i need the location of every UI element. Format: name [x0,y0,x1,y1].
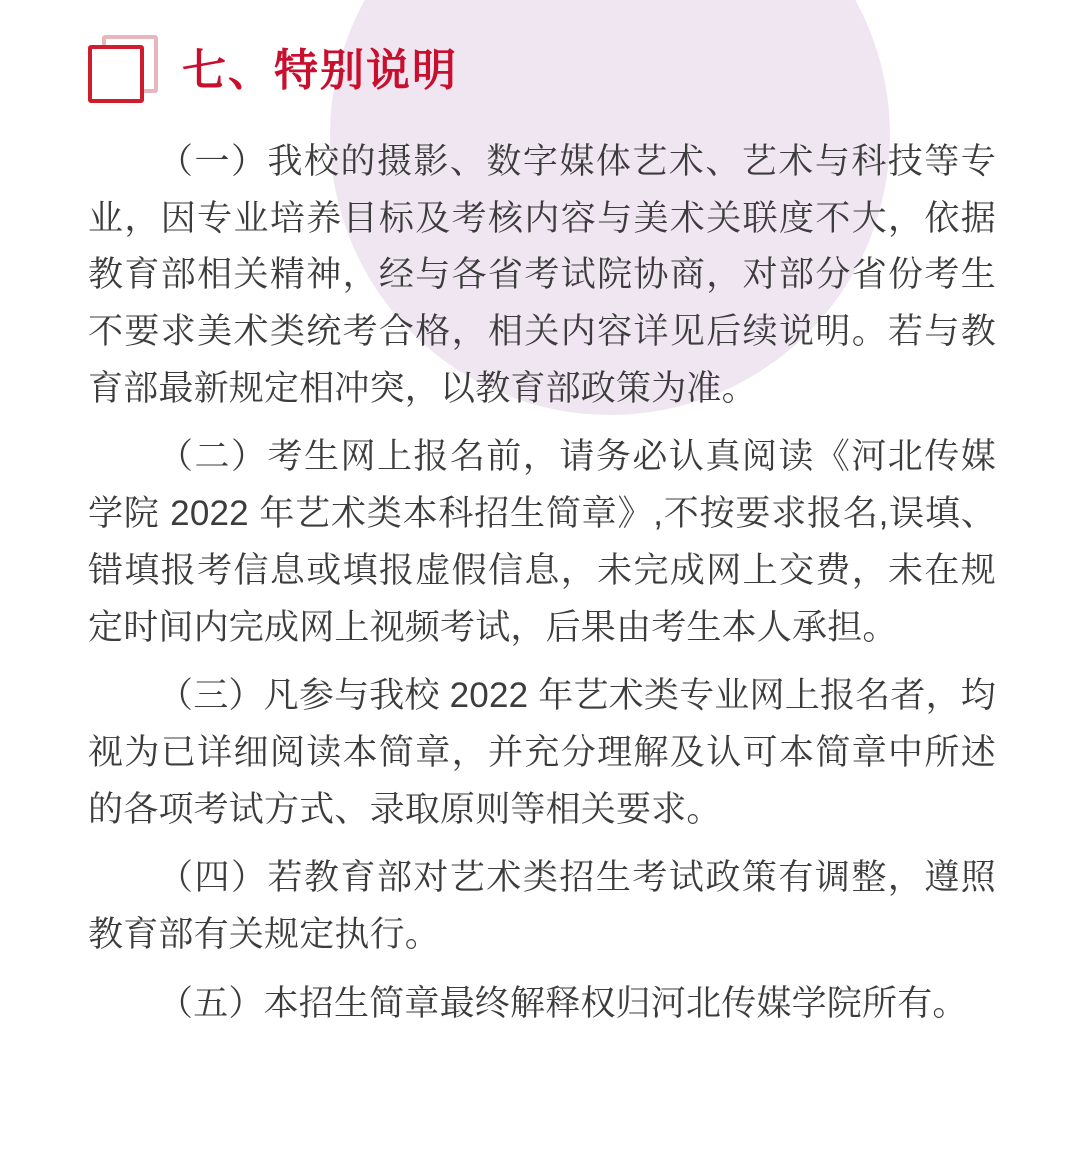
document-body [88,134,996,1032]
section-heading [88,28,458,114]
paragraph-5: （五）本招生简章最终解释权归河北传媒学院所有。 [158,983,968,1023]
paragraph-4: （四）若教育部对艺术类招生考试政策有调整，遵照教育部有关规定执行。 [88,858,996,954]
page-title: 七、特别说明 [182,46,458,95]
double-square-icon [88,35,160,107]
paragraph-1: （一）我校的摄影、数字媒体艺术、艺术与科技等专业，因专业培养目标及考核内容与美术关联度不大，依据教育部相关精神，经与各省考试院协商，对部分省份考生不要求美术类统考合格，相关内容详见后续说明。若与教育部最新规定相冲突，以教育部政策为准。 [88,142,996,408]
paragraph-3: （三）凡参与我校 2022 年艺术类专业网上报名者，均视为已详细阅读本简章，并充分理解及认可本简章中所述的各项考试方式、录取原则等相关要求。 [88,676,996,829]
paragraph-2: （二）考生网上报名前，请务必认真阅读《河北传媒学院 2022 年艺术类本科招生简章》,不按要求报名,误填、错填报考信息或填报虚假信息，未完成网上交费，未在规定时间内完成网上视频考试，后果由考生本人承担。 [88,437,996,647]
double-square-icon-front [88,45,144,103]
